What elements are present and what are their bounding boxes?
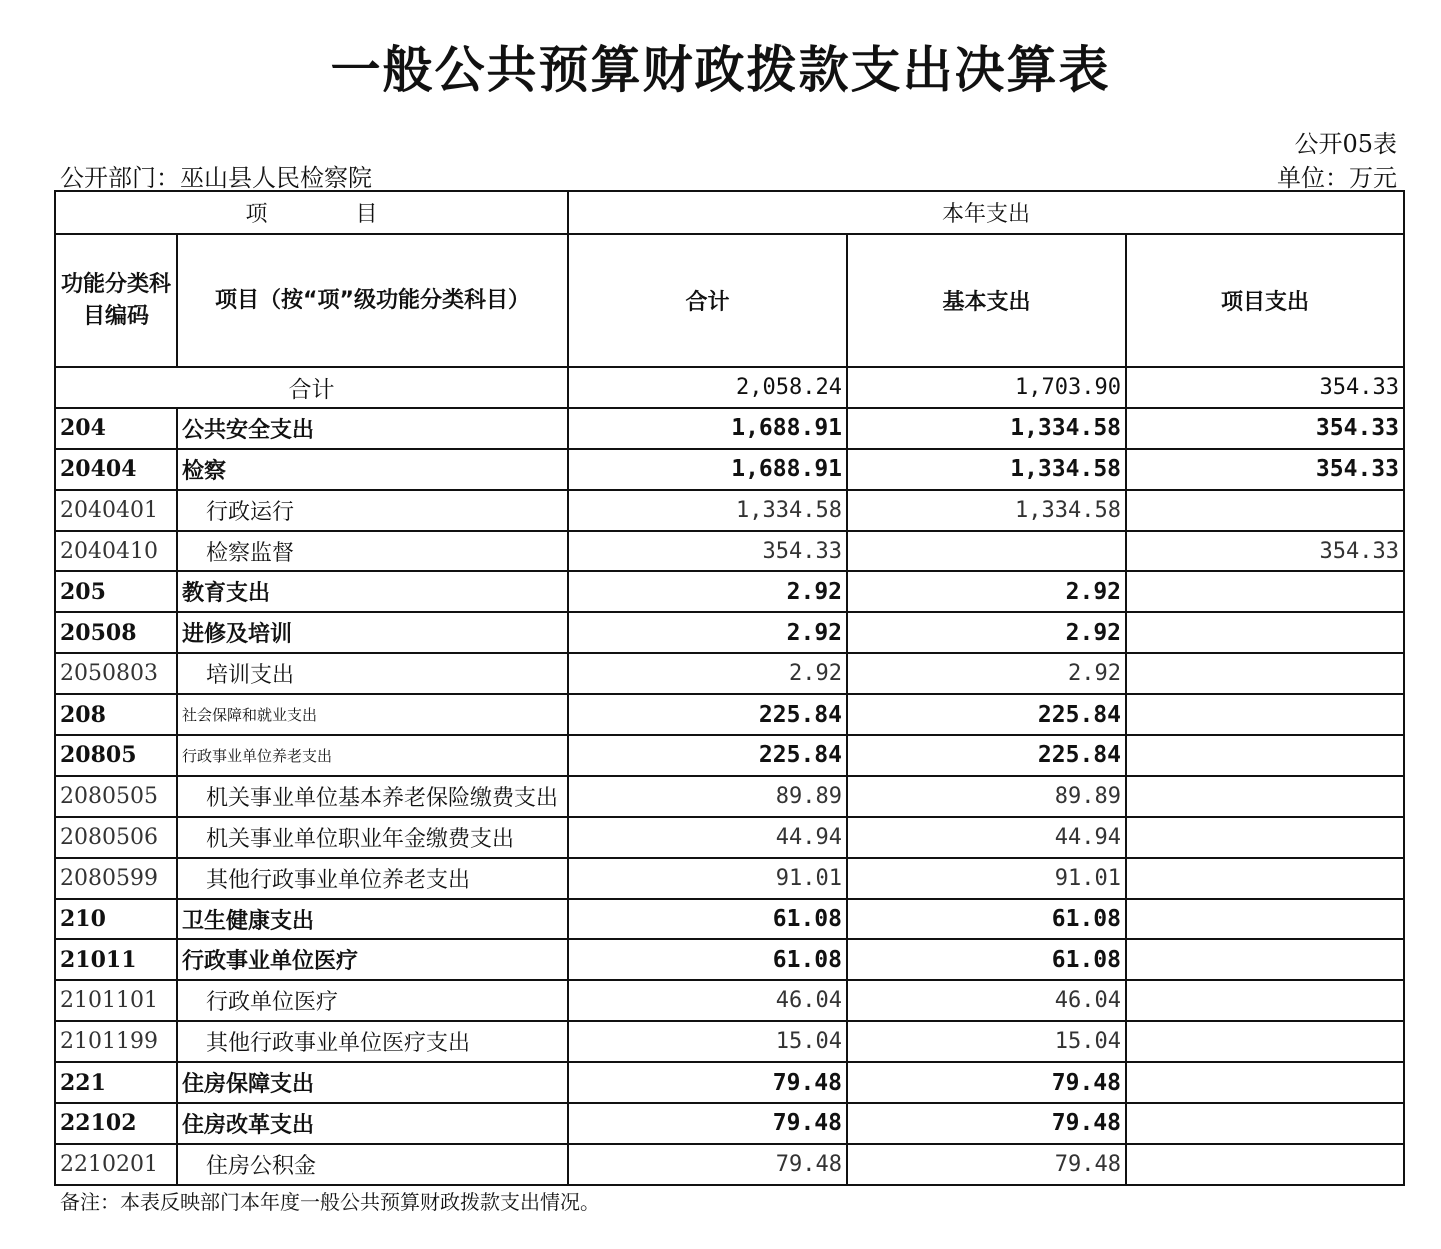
row-code: 2080505: [55, 776, 177, 817]
department-label: 公开部门：巫山县人民检察院: [60, 164, 372, 192]
row-project: [1126, 1021, 1404, 1062]
row-project: [1126, 1062, 1404, 1103]
row-name: 卫生健康支出: [177, 899, 568, 940]
row-name: 培训支出: [177, 653, 568, 694]
row-total: 61.08: [568, 939, 847, 980]
row-code: 2101101: [55, 980, 177, 1021]
row-name: 行政事业单位医疗: [177, 939, 568, 980]
row-name: 行政运行: [177, 490, 568, 531]
row-basic: 225.84: [847, 694, 1126, 735]
unit-label: 单位：万元: [1277, 164, 1397, 192]
table-row: [55, 1103, 1404, 1144]
row-basic: 2.92: [847, 571, 1126, 612]
row-name: 住房改革支出: [177, 1103, 568, 1144]
row-project: [1126, 858, 1404, 899]
row-basic: 91.01: [847, 858, 1126, 899]
row-basic: 1,334.58: [847, 408, 1126, 449]
table-row: [55, 653, 1404, 694]
row-total: 46.04: [568, 980, 847, 1021]
row-total: 79.48: [568, 1103, 847, 1144]
row-name: 检察监督: [177, 531, 568, 572]
row-project: [1126, 817, 1404, 858]
table-row: [55, 1144, 1404, 1185]
total-project: 354.33: [1126, 367, 1404, 408]
row-project: [1126, 735, 1404, 776]
total-basic: 1,703.90: [847, 367, 1126, 408]
row-name: 其他行政事业单位养老支出: [177, 858, 568, 899]
row-basic: 1,334.58: [847, 449, 1126, 490]
header-item: 项 目: [55, 191, 568, 234]
row-code: 208: [55, 694, 177, 735]
table-row: [55, 408, 1404, 449]
row-code: 20404: [55, 449, 177, 490]
row-project: [1126, 776, 1404, 817]
row-total: 1,688.91: [568, 408, 847, 449]
row-code: 204: [55, 408, 177, 449]
row-code: 221: [55, 1062, 177, 1103]
total-sum: 2,058.24: [568, 367, 847, 408]
row-total: 79.48: [568, 1144, 847, 1185]
row-code: 20508: [55, 612, 177, 653]
total-label: 合计: [55, 367, 568, 408]
table-row: [55, 612, 1404, 653]
row-total: 2.92: [568, 612, 847, 653]
table-row: [55, 571, 1404, 612]
row-project: 354.33: [1126, 449, 1404, 490]
row-basic: 79.48: [847, 1144, 1126, 1185]
row-total: 44.94: [568, 817, 847, 858]
row-name: 行政事业单位养老支出: [177, 735, 568, 776]
row-project: [1126, 1103, 1404, 1144]
header-current-year: 本年支出: [568, 191, 1404, 234]
row-basic: 2.92: [847, 653, 1126, 694]
row-total: 89.89: [568, 776, 847, 817]
header-row-2: [55, 234, 1404, 367]
table-row: [55, 939, 1404, 980]
row-total: 1,688.91: [568, 449, 847, 490]
table-row: [55, 817, 1404, 858]
row-name: 社会保障和就业支出: [177, 694, 568, 735]
row-basic: 44.94: [847, 817, 1126, 858]
header-code: 功能分类科目编码: [55, 234, 177, 367]
table-row: [55, 490, 1404, 531]
row-name: 公共安全支出: [177, 408, 568, 449]
row-code: 2101199: [55, 1021, 177, 1062]
report-title: 一般公共预算财政拨款支出决算表: [330, 41, 1111, 99]
row-code: 205: [55, 571, 177, 612]
row-total: 2.92: [568, 653, 847, 694]
row-basic: 61.08: [847, 939, 1126, 980]
row-name: 进修及培训: [177, 612, 568, 653]
row-project: [1126, 899, 1404, 940]
table-row: [55, 858, 1404, 899]
row-code: 22102: [55, 1103, 177, 1144]
row-basic: 2.92: [847, 612, 1126, 653]
row-code: 2080599: [55, 858, 177, 899]
row-total: 1,334.58: [568, 490, 847, 531]
table-row: [55, 899, 1404, 940]
row-basic: 79.48: [847, 1103, 1126, 1144]
row-basic: 79.48: [847, 1062, 1126, 1103]
header-project: 项目支出: [1126, 234, 1404, 367]
row-name: 教育支出: [177, 571, 568, 612]
row-code: 2050803: [55, 653, 177, 694]
row-name: 机关事业单位基本养老保险缴费支出: [177, 776, 568, 817]
footnote: 备注：本表反映部门本年度一般公共预算财政拨款支出情况。: [60, 1190, 600, 1214]
row-code: 20805: [55, 735, 177, 776]
row-project: [1126, 1144, 1404, 1185]
table-row: [55, 1021, 1404, 1062]
row-name: 机关事业单位职业年金缴费支出: [177, 817, 568, 858]
row-basic: [847, 531, 1126, 572]
row-total: 79.48: [568, 1062, 847, 1103]
row-project: [1126, 694, 1404, 735]
row-total: 2.92: [568, 571, 847, 612]
row-total: 225.84: [568, 735, 847, 776]
row-basic: 15.04: [847, 1021, 1126, 1062]
table-row: [55, 776, 1404, 817]
header-name: 项目（按“项”级功能分类科目）: [177, 234, 568, 367]
row-total: 91.01: [568, 858, 847, 899]
row-code: 21011: [55, 939, 177, 980]
row-basic: 89.89: [847, 776, 1126, 817]
header-basic: 基本支出: [847, 234, 1126, 367]
row-project: 354.33: [1126, 408, 1404, 449]
table-row: [55, 735, 1404, 776]
table-row: [55, 449, 1404, 490]
row-name: 住房保障支出: [177, 1062, 568, 1103]
table-row: [55, 694, 1404, 735]
row-basic: 1,334.58: [847, 490, 1126, 531]
row-code: 2040410: [55, 531, 177, 572]
row-name: 检察: [177, 449, 568, 490]
row-code: 2210201: [55, 1144, 177, 1185]
row-total: 225.84: [568, 694, 847, 735]
row-project: [1126, 612, 1404, 653]
row-code: 2080506: [55, 817, 177, 858]
table-row: [55, 531, 1404, 572]
row-project: [1126, 490, 1404, 531]
row-project: [1126, 980, 1404, 1021]
row-basic: 225.84: [847, 735, 1126, 776]
row-code: 210: [55, 899, 177, 940]
row-code: 2040401: [55, 490, 177, 531]
row-total: 354.33: [568, 531, 847, 572]
row-project: [1126, 653, 1404, 694]
total-row: [55, 367, 1404, 408]
form-number: 公开05表: [1294, 130, 1397, 158]
row-total: 15.04: [568, 1021, 847, 1062]
table-row: [55, 980, 1404, 1021]
expenditure-table: [54, 190, 1405, 1186]
row-name: 行政单位医疗: [177, 980, 568, 1021]
header-row-1: [55, 191, 1404, 234]
row-total: 61.08: [568, 899, 847, 940]
table-row: [55, 1062, 1404, 1103]
header-total: 合计: [568, 234, 847, 367]
row-name: 住房公积金: [177, 1144, 568, 1185]
row-project: [1126, 939, 1404, 980]
row-basic: 61.08: [847, 899, 1126, 940]
row-name: 其他行政事业单位医疗支出: [177, 1021, 568, 1062]
row-project: [1126, 571, 1404, 612]
row-project: 354.33: [1126, 531, 1404, 572]
row-basic: 46.04: [847, 980, 1126, 1021]
